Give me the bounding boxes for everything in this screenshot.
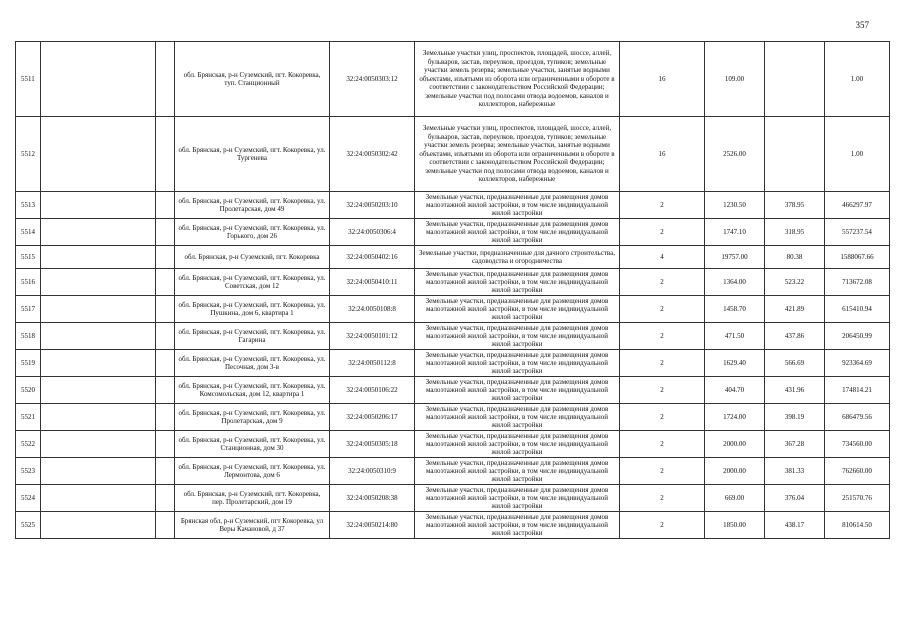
area-cell: 2526.00 [705, 117, 765, 192]
table-row [16, 377, 890, 404]
cadastral-value-cell: 174814.21 [825, 377, 890, 404]
blank-cell [156, 192, 175, 219]
row-number: 5520 [16, 377, 41, 404]
page-number: 357 [855, 20, 869, 30]
row-number: 5518 [16, 323, 41, 350]
blank-cell [41, 458, 156, 485]
land-use-cell: Земельные участки улиц, проспектов, площадей, шоссе, аллей, бульваров, застав, переулков, проездов, тупиков; земельные участки земель резерва; земельные участки, занятые водными объектами, изъятыми из оборота или ограниченными в обороте в соответствии с законодательством Российской Федерации; земельные участки под полосами отвода водоемов, каналов и коллекторов, набережные [415, 117, 620, 192]
address-cell: обл. Брянская, р-н Суземский, пгт. Кокоревка, ул. Комсомольская, дом 12, квартира 1 [175, 377, 330, 404]
row-number: 5519 [16, 350, 41, 377]
area-cell: 2000.00 [705, 431, 765, 458]
blank-cell [156, 246, 175, 269]
rate-cell: 437.86 [765, 323, 825, 350]
blank-cell [41, 219, 156, 246]
area-cell: 19757.00 [705, 246, 765, 269]
land-use-cell: Земельные участки, предназначенные для размещения домов малоэтажной жилой застройки, в том числе индивидуальной жилой застройки [415, 219, 620, 246]
group-cell: 2 [620, 296, 705, 323]
group-cell: 2 [620, 377, 705, 404]
cadastral-value-cell: 206450.99 [825, 323, 890, 350]
address-cell: обл. Брянская, р-н Суземский, пгт. Кокоревка, ул. Лермонтова, дом 6 [175, 458, 330, 485]
table-row [16, 323, 890, 350]
area-cell: 109.00 [705, 42, 765, 117]
group-cell: 2 [620, 431, 705, 458]
rate-cell: 566.69 [765, 350, 825, 377]
cadastral-value-cell: 1.00 [825, 117, 890, 192]
blank-cell [156, 404, 175, 431]
land-use-cell: Земельные участки, предназначенные для размещения домов малоэтажной жилой застройки, в том числе индивидуальной жилой застройки [415, 296, 620, 323]
rate-cell: 376.04 [765, 485, 825, 512]
land-use-cell: Земельные участки, предназначенные для размещения домов малоэтажной жилой застройки, в том числе индивидуальной жилой застройки [415, 458, 620, 485]
group-cell: 2 [620, 350, 705, 377]
rate-cell: 367.28 [765, 431, 825, 458]
row-number: 5517 [16, 296, 41, 323]
rate-cell: 80.38 [765, 246, 825, 269]
cadastral-number-cell: 32:24:0050305:18 [330, 431, 415, 458]
cadastral-value-table [15, 41, 890, 539]
blank-cell [156, 296, 175, 323]
blank-cell [41, 350, 156, 377]
group-cell: 2 [620, 269, 705, 296]
land-use-cell: Земельные участки, предназначенные для размещения домов малоэтажной жилой застройки, в том числе индивидуальной жилой застройки [415, 377, 620, 404]
cadastral-value-cell: 686479.56 [825, 404, 890, 431]
row-number: 5511 [16, 42, 41, 117]
rate-cell: 381.33 [765, 458, 825, 485]
area-cell: 1724.00 [705, 404, 765, 431]
cadastral-value-cell: 615410.94 [825, 296, 890, 323]
rate-cell [765, 117, 825, 192]
group-cell: 16 [620, 42, 705, 117]
table-row [16, 117, 890, 192]
land-use-cell: Земельные участки, предназначенные для дачного строительства, садоводства и огородничества [415, 246, 620, 269]
row-number: 5512 [16, 117, 41, 192]
cadastral-number-cell: 32:24:0050101:12 [330, 323, 415, 350]
rate-cell: 438.17 [765, 512, 825, 539]
table-row [16, 485, 890, 512]
group-cell: 4 [620, 246, 705, 269]
table-row [16, 42, 890, 117]
blank-cell [156, 323, 175, 350]
blank-cell [41, 42, 156, 117]
area-cell: 2000.00 [705, 458, 765, 485]
rate-cell: 378.95 [765, 192, 825, 219]
table-row [16, 192, 890, 219]
cadastral-value-cell: 713672.08 [825, 269, 890, 296]
blank-cell [41, 323, 156, 350]
cadastral-number-cell: 32:24:0050112:8 [330, 350, 415, 377]
table-row [16, 296, 890, 323]
blank-cell [41, 296, 156, 323]
cadastral-number-cell: 32:24:0050108:8 [330, 296, 415, 323]
address-cell: обл. Брянская, р-н Суземский, пгт. Кокоревка, ул. Советская, дом 12 [175, 269, 330, 296]
blank-cell [41, 404, 156, 431]
address-cell: обл. Брянская, р-н Суземский, пгт. Кокоревка [175, 246, 330, 269]
area-cell: 1230.50 [705, 192, 765, 219]
cadastral-number-cell: 32:24:0050410:11 [330, 269, 415, 296]
address-cell: обл. Брянская, р-н Суземский, пгт. Кокоревка, ул. Гагарина [175, 323, 330, 350]
address-cell: Брянская обл, р-н Суземский, пгт Кокоревка, ул Веры Качановой, д 37 [175, 512, 330, 539]
row-number: 5524 [16, 485, 41, 512]
blank-cell [156, 350, 175, 377]
land-use-cell: Земельные участки, предназначенные для размещения домов малоэтажной жилой застройки, в том числе индивидуальной жилой застройки [415, 485, 620, 512]
table-row [16, 269, 890, 296]
cadastral-value-cell: 923364.69 [825, 350, 890, 377]
land-use-cell: Земельные участки, предназначенные для размещения домов малоэтажной жилой застройки, в том числе индивидуальной жилой застройки [415, 350, 620, 377]
cadastral-value-cell: 734560.00 [825, 431, 890, 458]
cadastral-number-cell: 32:24:0050310:9 [330, 458, 415, 485]
area-cell: 404.70 [705, 377, 765, 404]
land-use-cell: Земельные участки, предназначенные для размещения домов малоэтажной жилой застройки, в том числе индивидуальной жилой застройки [415, 512, 620, 539]
address-cell: обл. Брянская, р-н Суземский, пгт. Кокоревка, пер. Пролетарский, дом 19 [175, 485, 330, 512]
table-row [16, 246, 890, 269]
area-cell: 471.50 [705, 323, 765, 350]
cadastral-number-cell: 32:24:0050303:12 [330, 42, 415, 117]
address-cell: обл. Брянская, р-н Суземский, пгт. Кокоревка, ул. Пушкина, дом 6, квартира 1 [175, 296, 330, 323]
cadastral-value-cell: 1.00 [825, 42, 890, 117]
table-row [16, 219, 890, 246]
table-row [16, 404, 890, 431]
cadastral-value-cell: 251570.76 [825, 485, 890, 512]
address-cell: обл. Брянская, р-н Суземский, пгт. Кокоревка, ул. Горького, дом 26 [175, 219, 330, 246]
rate-cell: 318.95 [765, 219, 825, 246]
blank-cell [156, 219, 175, 246]
row-number: 5516 [16, 269, 41, 296]
area-cell: 1458.70 [705, 296, 765, 323]
rate-cell: 431.96 [765, 377, 825, 404]
area-cell: 1629.40 [705, 350, 765, 377]
row-number: 5525 [16, 512, 41, 539]
group-cell: 2 [620, 458, 705, 485]
blank-cell [156, 485, 175, 512]
cadastral-number-cell: 32:24:0050203:10 [330, 192, 415, 219]
cadastral-number-cell: 32:24:0050302:42 [330, 117, 415, 192]
blank-cell [156, 512, 175, 539]
area-cell: 1747.10 [705, 219, 765, 246]
land-use-cell: Земельные участки улиц, проспектов, площадей, шоссе, аллей, бульваров, застав, переулков, проездов, тупиков; земельные участки земель резерва; земельные участки, занятые водными объектами, изъятыми из оборота или ограниченными в обороте в соответствии с законодательством Российской Федерации; земельные участки под полосами отвода водоемов, каналов и коллекторов, набережные [415, 42, 620, 117]
group-cell: 2 [620, 512, 705, 539]
area-cell: 669.00 [705, 485, 765, 512]
cadastral-value-cell: 466297.97 [825, 192, 890, 219]
row-number: 5523 [16, 458, 41, 485]
group-cell: 2 [620, 404, 705, 431]
rate-cell: 421.89 [765, 296, 825, 323]
row-number: 5513 [16, 192, 41, 219]
blank-cell [41, 269, 156, 296]
row-number: 5515 [16, 246, 41, 269]
land-use-cell: Земельные участки, предназначенные для размещения домов малоэтажной жилой застройки, в том числе индивидуальной жилой застройки [415, 269, 620, 296]
address-cell: обл. Брянская, р-н Суземский, пгт. Кокоревка, ул. Тургенева [175, 117, 330, 192]
blank-cell [156, 458, 175, 485]
rate-cell: 523.22 [765, 269, 825, 296]
group-cell: 16 [620, 117, 705, 192]
blank-cell [156, 117, 175, 192]
table-row [16, 512, 890, 539]
row-number: 5514 [16, 219, 41, 246]
land-use-cell: Земельные участки, предназначенные для размещения домов малоэтажной жилой застройки, в том числе индивидуальной жилой застройки [415, 323, 620, 350]
address-cell: обл. Брянская, р-н Суземский, пгт. Кокоревка, ул. Песочная, дом 3-в [175, 350, 330, 377]
cadastral-value-cell: 1588067.66 [825, 246, 890, 269]
cadastral-number-cell: 32:24:0050402:16 [330, 246, 415, 269]
cadastral-number-cell: 32:24:0050306:4 [330, 219, 415, 246]
area-cell: 1364.00 [705, 269, 765, 296]
blank-cell [41, 485, 156, 512]
blank-cell [41, 117, 156, 192]
blank-cell [41, 512, 156, 539]
blank-cell [41, 246, 156, 269]
row-number: 5521 [16, 404, 41, 431]
cadastral-value-cell: 810614.50 [825, 512, 890, 539]
rate-cell [765, 42, 825, 117]
table-row [16, 350, 890, 377]
rate-cell: 398.19 [765, 404, 825, 431]
blank-cell [156, 377, 175, 404]
cadastral-value-cell: 557237.54 [825, 219, 890, 246]
blank-cell [41, 377, 156, 404]
area-cell: 1850.00 [705, 512, 765, 539]
blank-cell [156, 42, 175, 117]
blank-cell [156, 431, 175, 458]
cadastral-number-cell: 32:24:0050208:38 [330, 485, 415, 512]
land-use-cell: Земельные участки, предназначенные для размещения домов малоэтажной жилой застройки, в том числе индивидуальной жилой застройки [415, 192, 620, 219]
row-number: 5522 [16, 431, 41, 458]
group-cell: 2 [620, 192, 705, 219]
group-cell: 2 [620, 219, 705, 246]
blank-cell [41, 431, 156, 458]
address-cell: обл. Брянская, р-н Суземский, пгт. Кокоревка, ул. Пролетарская, дом 9 [175, 404, 330, 431]
land-use-cell: Земельные участки, предназначенные для размещения домов малоэтажной жилой застройки, в том числе индивидуальной жилой застройки [415, 404, 620, 431]
group-cell: 2 [620, 485, 705, 512]
table-row [16, 431, 890, 458]
group-cell: 2 [620, 323, 705, 350]
address-cell: обл. Брянская, р-н Суземский, пгт. Кокоревка, ул. Станционная, дом 30 [175, 431, 330, 458]
blank-cell [156, 269, 175, 296]
blank-cell [41, 192, 156, 219]
address-cell: обл. Брянская, р-н Суземский, пгт. Кокоревка, ул. Пролетарская, дом 49 [175, 192, 330, 219]
table-row [16, 458, 890, 485]
land-use-cell: Земельные участки, предназначенные для размещения домов малоэтажной жилой застройки, в том числе индивидуальной жилой застройки [415, 431, 620, 458]
address-cell: обл. Брянская, р-н Суземский, пгт. Кокоревка, туп. Станционный [175, 42, 330, 117]
cadastral-number-cell: 32:24:0050106:22 [330, 377, 415, 404]
cadastral-number-cell: 32:24:0050206:17 [330, 404, 415, 431]
cadastral-number-cell: 32:24:0050214:80 [330, 512, 415, 539]
cadastral-value-cell: 762660.00 [825, 458, 890, 485]
